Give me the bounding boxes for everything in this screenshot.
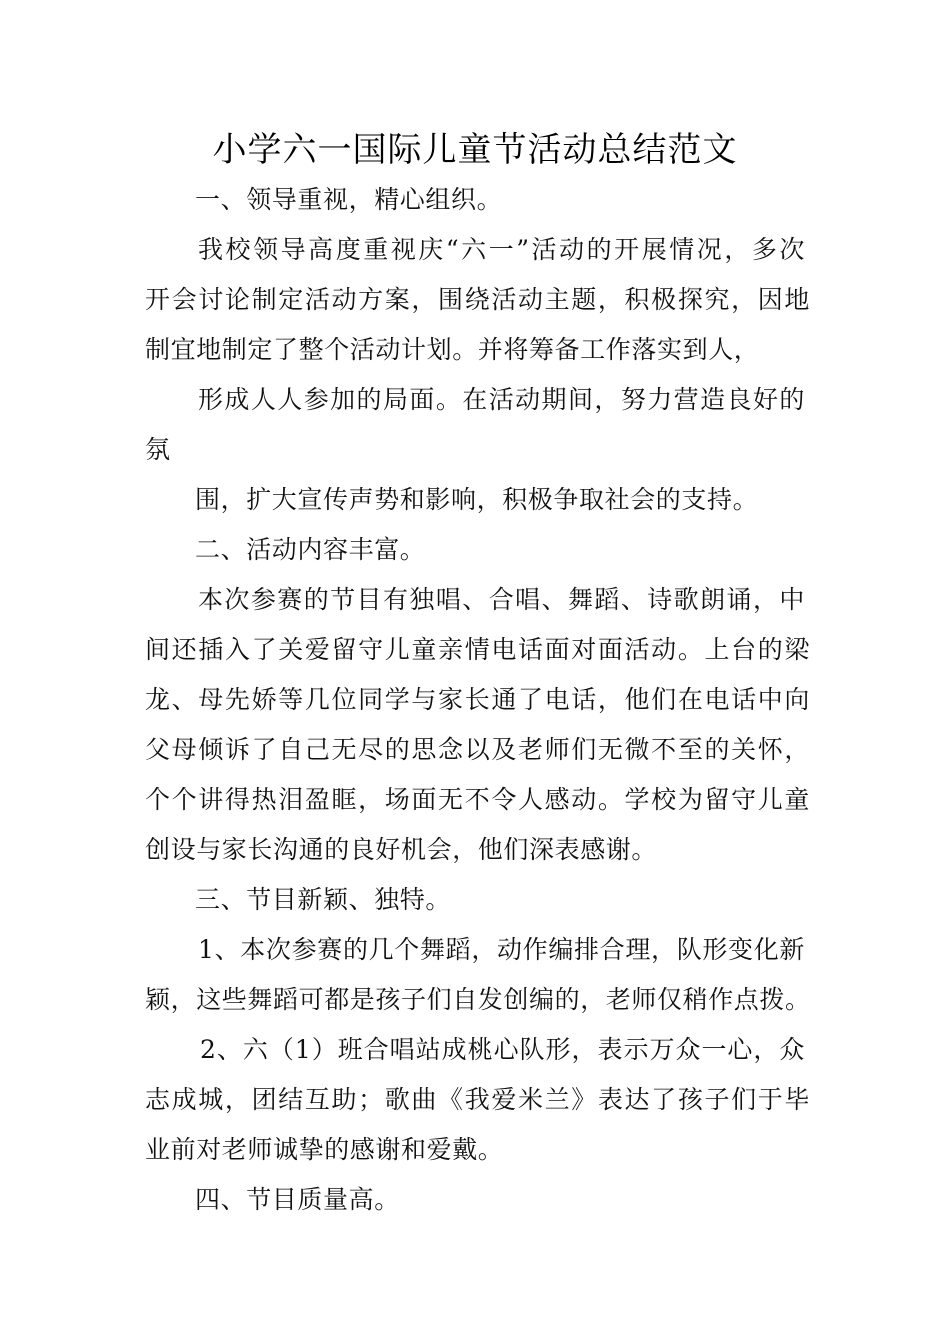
paragraph-line: 父母倾诉了自己无尽的思念以及老师们无微不至的关怀，	[145, 735, 810, 764]
paragraph-line: 志成城，团结互助；歌曲《我爱米兰》表达了孩子们于毕	[145, 1085, 810, 1114]
section-heading-4: 四、节目质量高。	[195, 1185, 400, 1214]
section-heading-1: 一、领导重视，精心组织。	[195, 185, 503, 214]
paragraph-line: 创设与家长沟通的良好机会，他们深表感谢。	[145, 835, 658, 864]
paragraph-line: 间还插入了关爱留守儿童亲情电话面对面活动。上台的梁	[145, 635, 810, 664]
paragraph-line: 围，扩大宣传声势和影响，积极争取社会的支持。	[195, 485, 759, 514]
paragraph-line: 个个讲得热泪盈眶，场面无不令人感动。学校为留守儿童	[145, 785, 810, 814]
paragraph-line: 龙、母先娇等几位同学与家长通了电话，他们在电话中向	[145, 685, 810, 714]
paragraph-line: 2、六（1）班合唱站成桃心队形，表示万众一心，众	[200, 1035, 805, 1064]
paragraph-line: 开会讨论制定活动方案，围绕活动主题，积极探究，因地	[145, 285, 810, 314]
paragraph-line: 制宜地制定了整个活动计划。并将筹备工作落实到人，	[145, 335, 760, 364]
paragraph-line: 氛	[145, 435, 171, 464]
paragraph-line: 1、本次参赛的几个舞蹈，动作编排合理，队形变化新	[198, 935, 805, 964]
paragraph-line: 形成人人参加的局面。在活动期间，努力营造良好的	[198, 385, 805, 414]
paragraph-line: 颖，这些舞蹈可都是孩子们自发创编的，老师仅稍作点拨。	[145, 985, 811, 1014]
paragraph-line: 本次参赛的节目有独唱、合唱、舞蹈、诗歌朗诵，中	[198, 585, 805, 614]
section-heading-2: 二、活动内容丰富。	[195, 535, 426, 564]
paragraph-line: 业前对老师诚挚的感谢和爱戴。	[145, 1135, 504, 1164]
document-title: 小学六一国际儿童节活动总结范文	[212, 130, 738, 170]
section-heading-3: 三、节目新颖、独特。	[195, 885, 452, 914]
paragraph-line: 我校领导高度重视庆“六一”活动的开展情况，多次	[198, 235, 805, 264]
